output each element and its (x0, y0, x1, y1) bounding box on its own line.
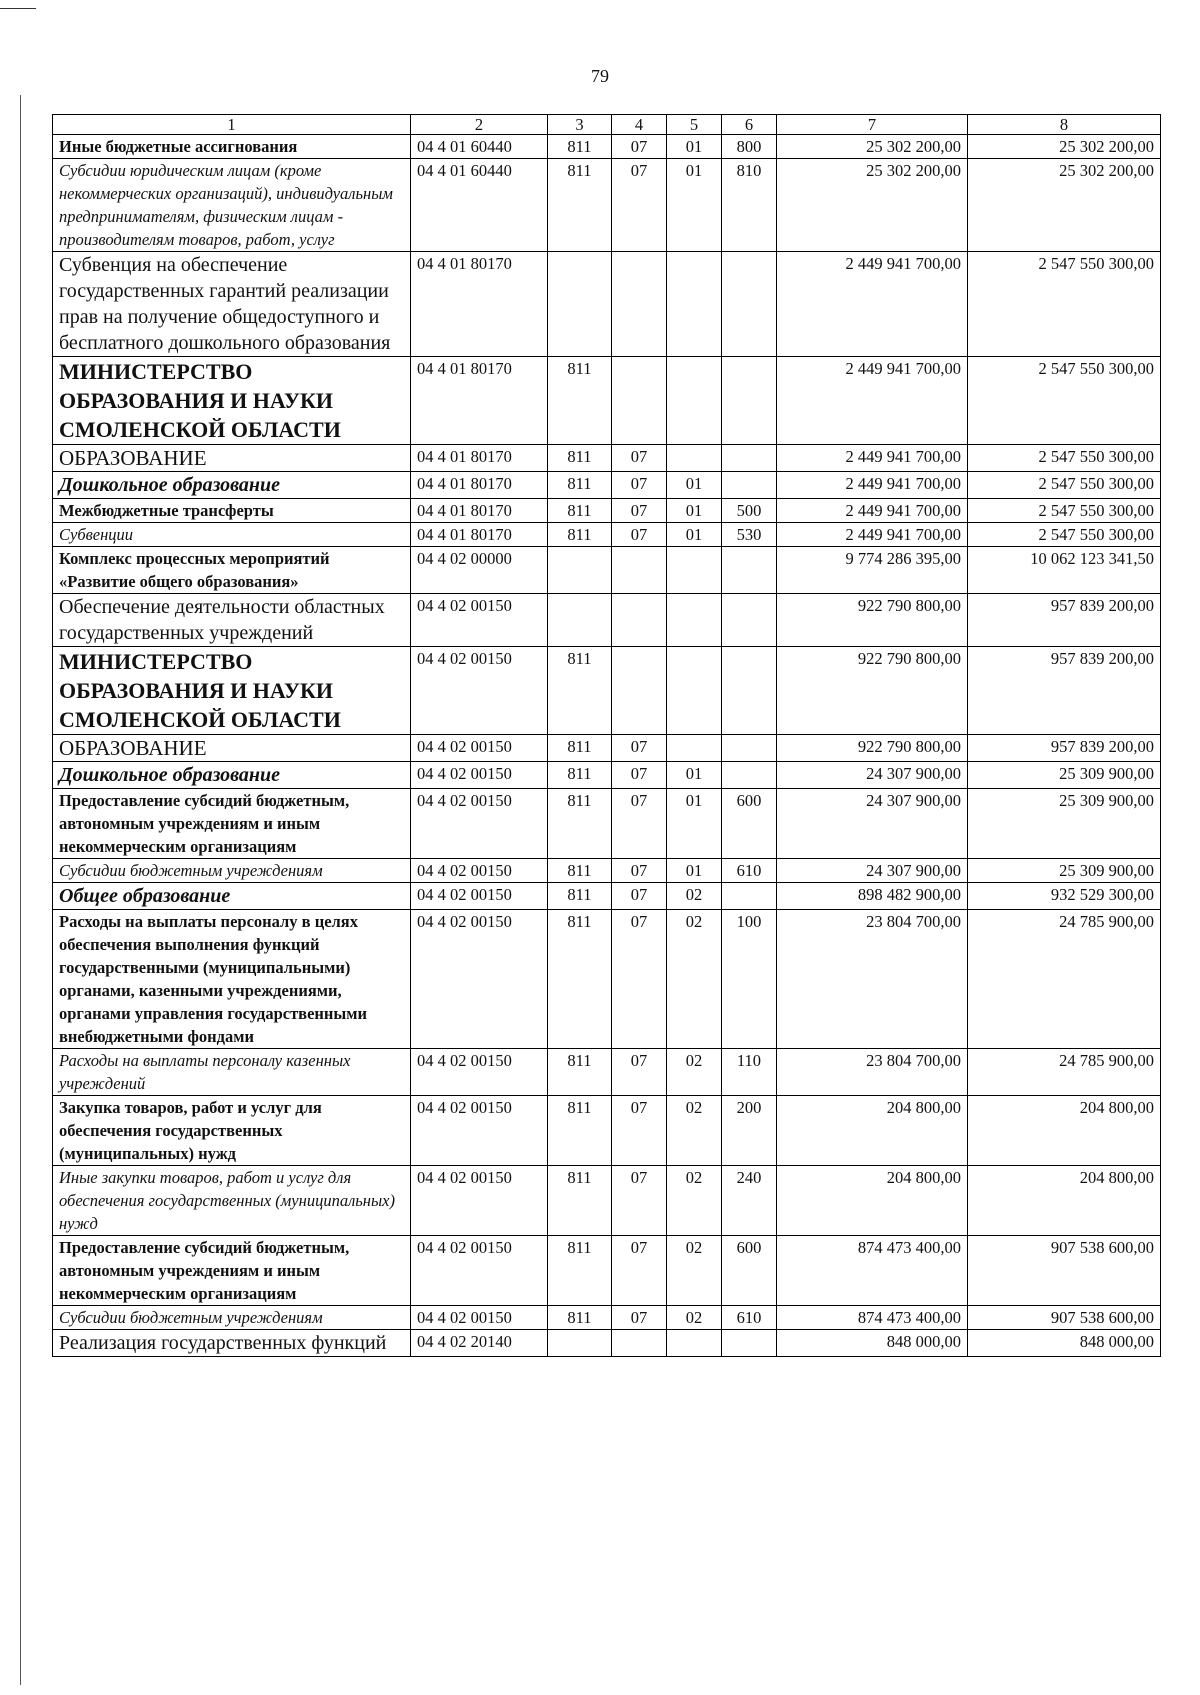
cell-expense-type-code: 600 (722, 1236, 777, 1306)
cell-expense-type-code (722, 647, 777, 735)
cell-amount-year-2: 2 547 550 300,00 (968, 357, 1161, 445)
table-row (53, 1330, 1161, 1357)
cell-section-code (612, 647, 667, 735)
cell-target-article-code: 04 4 01 60440 (411, 159, 548, 252)
cell-section-code: 07 (612, 883, 667, 910)
cell-administrator-code (548, 252, 612, 357)
cell-amount-year-2: 24 785 900,00 (968, 910, 1161, 1049)
cell-name: Субсидии бюджетным учреждениям (53, 1306, 411, 1330)
cell-amount-year-2: 848 000,00 (968, 1330, 1161, 1357)
cell-name: Предоставление субсидий бюджетным, автономным учреждениям и иным некоммерческим организациям (53, 1236, 411, 1306)
table-row (53, 472, 1161, 499)
cell-amount-year-1: 23 804 700,00 (777, 910, 968, 1049)
cell-subsection-code: 01 (667, 523, 722, 547)
cell-expense-type-code: 100 (722, 910, 777, 1049)
cell-expense-type-code: 500 (722, 499, 777, 523)
cell-amount-year-2: 932 529 300,00 (968, 883, 1161, 910)
cell-expense-type-code (722, 357, 777, 445)
table-header-row (53, 115, 1161, 135)
cell-target-article-code: 04 4 02 20140 (411, 1330, 548, 1357)
cell-subsection-code: 02 (667, 1306, 722, 1330)
col-header-8: 8 (968, 115, 1161, 135)
cell-name: Дошкольное образование (53, 762, 411, 789)
cell-name: ОБРАЗОВАНИЕ (53, 445, 411, 472)
table-row (53, 789, 1161, 859)
cell-amount-year-2: 957 839 200,00 (968, 735, 1161, 762)
cell-name: Расходы на выплаты персоналу казенных учреждений (53, 1049, 411, 1096)
cell-name: Предоставление субсидий бюджетным, автономным учреждениям и иным некоммерческим организациям (53, 789, 411, 859)
cell-amount-year-2: 24 785 900,00 (968, 1049, 1161, 1096)
cell-amount-year-1: 2 449 941 700,00 (777, 472, 968, 499)
cell-section-code: 07 (612, 159, 667, 252)
cell-name: Межбюджетные трансферты (53, 499, 411, 523)
cell-target-article-code: 04 4 02 00150 (411, 1306, 548, 1330)
table-row (53, 1166, 1161, 1236)
scan-edge-left (20, 95, 21, 1685)
cell-administrator-code: 811 (548, 357, 612, 445)
cell-amount-year-1: 23 804 700,00 (777, 1049, 968, 1096)
cell-target-article-code: 04 4 02 00150 (411, 762, 548, 789)
col-header-2: 2 (411, 115, 548, 135)
cell-target-article-code: 04 4 02 00150 (411, 910, 548, 1049)
cell-name: Субсидии юридическим лицам (кроме некоммерческих организаций), индивидуальным предпринимателям, физическим лицам - производителям товаров, работ, услуг (53, 159, 411, 252)
cell-subsection-code (667, 594, 722, 647)
table-row (53, 159, 1161, 252)
cell-amount-year-2: 2 547 550 300,00 (968, 472, 1161, 499)
cell-target-article-code: 04 4 02 00150 (411, 789, 548, 859)
cell-administrator-code: 811 (548, 735, 612, 762)
cell-administrator-code: 811 (548, 135, 612, 159)
table-row (53, 1049, 1161, 1096)
cell-subsection-code: 01 (667, 859, 722, 883)
cell-administrator-code: 811 (548, 910, 612, 1049)
cell-name: Субсидии бюджетным учреждениям (53, 859, 411, 883)
cell-administrator-code: 811 (548, 1096, 612, 1166)
cell-name: Комплекс процессных мероприятий «Развитие общего образования» (53, 547, 411, 594)
cell-subsection-code: 01 (667, 159, 722, 252)
cell-expense-type-code (722, 594, 777, 647)
cell-amount-year-2: 2 547 550 300,00 (968, 445, 1161, 472)
cell-amount-year-2: 957 839 200,00 (968, 647, 1161, 735)
cell-target-article-code: 04 4 01 80170 (411, 523, 548, 547)
cell-amount-year-2: 25 302 200,00 (968, 159, 1161, 252)
cell-administrator-code: 811 (548, 445, 612, 472)
cell-administrator-code: 811 (548, 159, 612, 252)
cell-expense-type-code (722, 735, 777, 762)
cell-administrator-code: 811 (548, 472, 612, 499)
cell-amount-year-1: 204 800,00 (777, 1166, 968, 1236)
cell-name: Закупка товаров, работ и услуг для обеспечения государственных (муниципальных) нужд (53, 1096, 411, 1166)
cell-administrator-code: 811 (548, 1236, 612, 1306)
cell-amount-year-2: 25 309 900,00 (968, 789, 1161, 859)
cell-target-article-code: 04 4 02 00150 (411, 1096, 548, 1166)
cell-name: МИНИСТЕРСТВО ОБРАЗОВАНИЯ И НАУКИ СМОЛЕНСКОЙ ОБЛАСТИ (53, 357, 411, 445)
cell-expense-type-code: 110 (722, 1049, 777, 1096)
cell-amount-year-2: 2 547 550 300,00 (968, 523, 1161, 547)
cell-section-code: 07 (612, 523, 667, 547)
cell-amount-year-1: 2 449 941 700,00 (777, 357, 968, 445)
cell-target-article-code: 04 4 01 60440 (411, 135, 548, 159)
cell-subsection-code (667, 357, 722, 445)
col-header-7: 7 (777, 115, 968, 135)
cell-target-article-code: 04 4 02 00150 (411, 883, 548, 910)
cell-expense-type-code: 610 (722, 1306, 777, 1330)
col-header-6: 6 (722, 115, 777, 135)
cell-section-code: 07 (612, 859, 667, 883)
cell-administrator-code: 811 (548, 762, 612, 789)
cell-expense-type-code (722, 472, 777, 499)
cell-subsection-code: 02 (667, 883, 722, 910)
cell-amount-year-2: 25 309 900,00 (968, 859, 1161, 883)
cell-target-article-code: 04 4 01 80170 (411, 445, 548, 472)
cell-amount-year-1: 922 790 800,00 (777, 594, 968, 647)
col-header-1: 1 (53, 115, 411, 135)
cell-section-code: 07 (612, 1306, 667, 1330)
cell-section-code: 07 (612, 135, 667, 159)
cell-amount-year-2: 957 839 200,00 (968, 594, 1161, 647)
cell-name: ОБРАЗОВАНИЕ (53, 735, 411, 762)
cell-expense-type-code: 240 (722, 1166, 777, 1236)
cell-expense-type-code: 600 (722, 789, 777, 859)
table-row (53, 735, 1161, 762)
cell-section-code: 07 (612, 762, 667, 789)
cell-amount-year-2: 25 302 200,00 (968, 135, 1161, 159)
cell-subsection-code (667, 647, 722, 735)
cell-administrator-code: 811 (548, 647, 612, 735)
cell-subsection-code (667, 735, 722, 762)
cell-expense-type-code (722, 252, 777, 357)
table-row (53, 1236, 1161, 1306)
cell-amount-year-1: 9 774 286 395,00 (777, 547, 968, 594)
cell-subsection-code: 02 (667, 1236, 722, 1306)
cell-administrator-code (548, 1330, 612, 1357)
cell-section-code: 07 (612, 1236, 667, 1306)
table-row (53, 357, 1161, 445)
table-row (53, 910, 1161, 1049)
cell-section-code: 07 (612, 445, 667, 472)
cell-name: Реализация государственных функций (53, 1330, 411, 1357)
cell-name: Расходы на выплаты персоналу в целях обеспечения выполнения функций государственными (муниципальными) органами, казенными учреждениями, органами управления государственными внебюджетными фондами (53, 910, 411, 1049)
table-row (53, 135, 1161, 159)
cell-administrator-code: 811 (548, 1049, 612, 1096)
cell-administrator-code: 811 (548, 859, 612, 883)
cell-administrator-code: 811 (548, 523, 612, 547)
cell-section-code: 07 (612, 499, 667, 523)
cell-target-article-code: 04 4 02 00150 (411, 735, 548, 762)
cell-name: Субвенция на обеспечение государственных гарантий реализации прав на получение общедоступного и бесплатного дошкольного образования (53, 252, 411, 357)
page-number: 79 (591, 66, 609, 86)
cell-subsection-code: 01 (667, 472, 722, 499)
table-row (53, 883, 1161, 910)
cell-administrator-code (548, 547, 612, 594)
cell-amount-year-1: 922 790 800,00 (777, 735, 968, 762)
table-row (53, 762, 1161, 789)
cell-target-article-code: 04 4 02 00150 (411, 1236, 548, 1306)
cell-name: Дошкольное образование (53, 472, 411, 499)
cell-amount-year-1: 204 800,00 (777, 1096, 968, 1166)
cell-amount-year-2: 25 309 900,00 (968, 762, 1161, 789)
table-row (53, 859, 1161, 883)
cell-amount-year-1: 922 790 800,00 (777, 647, 968, 735)
cell-name: Общее образование (53, 883, 411, 910)
cell-section-code (612, 1330, 667, 1357)
cell-subsection-code: 01 (667, 789, 722, 859)
cell-section-code: 07 (612, 1096, 667, 1166)
cell-subsection-code: 01 (667, 762, 722, 789)
cell-amount-year-2: 2 547 550 300,00 (968, 252, 1161, 357)
cell-target-article-code: 04 4 02 00000 (411, 547, 548, 594)
cell-name: Обеспечение деятельности областных государственных учреждений (53, 594, 411, 647)
table-row (53, 1306, 1161, 1330)
cell-amount-year-1: 24 307 900,00 (777, 859, 968, 883)
cell-subsection-code: 02 (667, 1049, 722, 1096)
cell-expense-type-code (722, 883, 777, 910)
cell-expense-type-code (722, 547, 777, 594)
cell-administrator-code: 811 (548, 789, 612, 859)
cell-amount-year-1: 848 000,00 (777, 1330, 968, 1357)
table-row (53, 594, 1161, 647)
cell-name: Иные закупки товаров, работ и услуг для обеспечения государственных (муниципальных) нужд (53, 1166, 411, 1236)
cell-amount-year-1: 2 449 941 700,00 (777, 499, 968, 523)
cell-administrator-code (548, 594, 612, 647)
cell-target-article-code: 04 4 01 80170 (411, 252, 548, 357)
cell-subsection-code (667, 547, 722, 594)
cell-section-code (612, 547, 667, 594)
cell-section-code: 07 (612, 735, 667, 762)
cell-target-article-code: 04 4 01 80170 (411, 357, 548, 445)
cell-amount-year-1: 25 302 200,00 (777, 159, 968, 252)
table-row (53, 523, 1161, 547)
cell-target-article-code: 04 4 02 00150 (411, 1049, 548, 1096)
cell-amount-year-2: 907 538 600,00 (968, 1306, 1161, 1330)
cell-amount-year-2: 204 800,00 (968, 1096, 1161, 1166)
table-row (53, 445, 1161, 472)
col-header-4: 4 (612, 115, 667, 135)
cell-section-code (612, 594, 667, 647)
cell-name: МИНИСТЕРСТВО ОБРАЗОВАНИЯ И НАУКИ СМОЛЕНСКОЙ ОБЛАСТИ (53, 647, 411, 735)
table-row (53, 547, 1161, 594)
cell-section-code (612, 252, 667, 357)
scan-edge-top (0, 8, 36, 9)
table-row (53, 1096, 1161, 1166)
table-row (53, 252, 1161, 357)
budget-table (52, 114, 1161, 1357)
cell-subsection-code: 02 (667, 1166, 722, 1236)
cell-target-article-code: 04 4 02 00150 (411, 1166, 548, 1236)
cell-amount-year-1: 24 307 900,00 (777, 762, 968, 789)
cell-expense-type-code (722, 762, 777, 789)
cell-expense-type-code: 200 (722, 1096, 777, 1166)
cell-amount-year-2: 907 538 600,00 (968, 1236, 1161, 1306)
cell-subsection-code: 01 (667, 135, 722, 159)
cell-expense-type-code: 800 (722, 135, 777, 159)
cell-section-code: 07 (612, 789, 667, 859)
cell-target-article-code: 04 4 01 80170 (411, 499, 548, 523)
cell-amount-year-2: 10 062 123 341,50 (968, 547, 1161, 594)
cell-section-code: 07 (612, 1166, 667, 1236)
cell-subsection-code (667, 252, 722, 357)
cell-administrator-code: 811 (548, 1166, 612, 1236)
table-row (53, 647, 1161, 735)
cell-amount-year-1: 898 482 900,00 (777, 883, 968, 910)
cell-target-article-code: 04 4 02 00150 (411, 647, 548, 735)
cell-target-article-code: 04 4 02 00150 (411, 594, 548, 647)
cell-target-article-code: 04 4 02 00150 (411, 859, 548, 883)
cell-name: Иные бюджетные ассигнования (53, 135, 411, 159)
cell-expense-type-code (722, 1330, 777, 1357)
cell-administrator-code: 811 (548, 883, 612, 910)
cell-administrator-code: 811 (548, 1306, 612, 1330)
cell-administrator-code: 811 (548, 499, 612, 523)
cell-expense-type-code: 810 (722, 159, 777, 252)
cell-amount-year-1: 874 473 400,00 (777, 1306, 968, 1330)
table-body (53, 135, 1161, 1357)
cell-amount-year-1: 24 307 900,00 (777, 789, 968, 859)
col-header-5: 5 (667, 115, 722, 135)
cell-section-code: 07 (612, 910, 667, 1049)
cell-subsection-code: 01 (667, 499, 722, 523)
cell-name: Субвенции (53, 523, 411, 547)
cell-subsection-code (667, 1330, 722, 1357)
cell-target-article-code: 04 4 01 80170 (411, 472, 548, 499)
cell-expense-type-code (722, 445, 777, 472)
cell-section-code (612, 357, 667, 445)
cell-section-code: 07 (612, 472, 667, 499)
cell-amount-year-1: 2 449 941 700,00 (777, 523, 968, 547)
table-row (53, 499, 1161, 523)
cell-subsection-code (667, 445, 722, 472)
cell-section-code: 07 (612, 1049, 667, 1096)
cell-expense-type-code: 530 (722, 523, 777, 547)
cell-amount-year-1: 2 449 941 700,00 (777, 252, 968, 357)
cell-expense-type-code: 610 (722, 859, 777, 883)
cell-amount-year-1: 25 302 200,00 (777, 135, 968, 159)
col-header-3: 3 (548, 115, 612, 135)
cell-subsection-code: 02 (667, 910, 722, 1049)
cell-amount-year-2: 2 547 550 300,00 (968, 499, 1161, 523)
cell-subsection-code: 02 (667, 1096, 722, 1166)
cell-amount-year-1: 2 449 941 700,00 (777, 445, 968, 472)
cell-amount-year-2: 204 800,00 (968, 1166, 1161, 1236)
cell-amount-year-1: 874 473 400,00 (777, 1236, 968, 1306)
